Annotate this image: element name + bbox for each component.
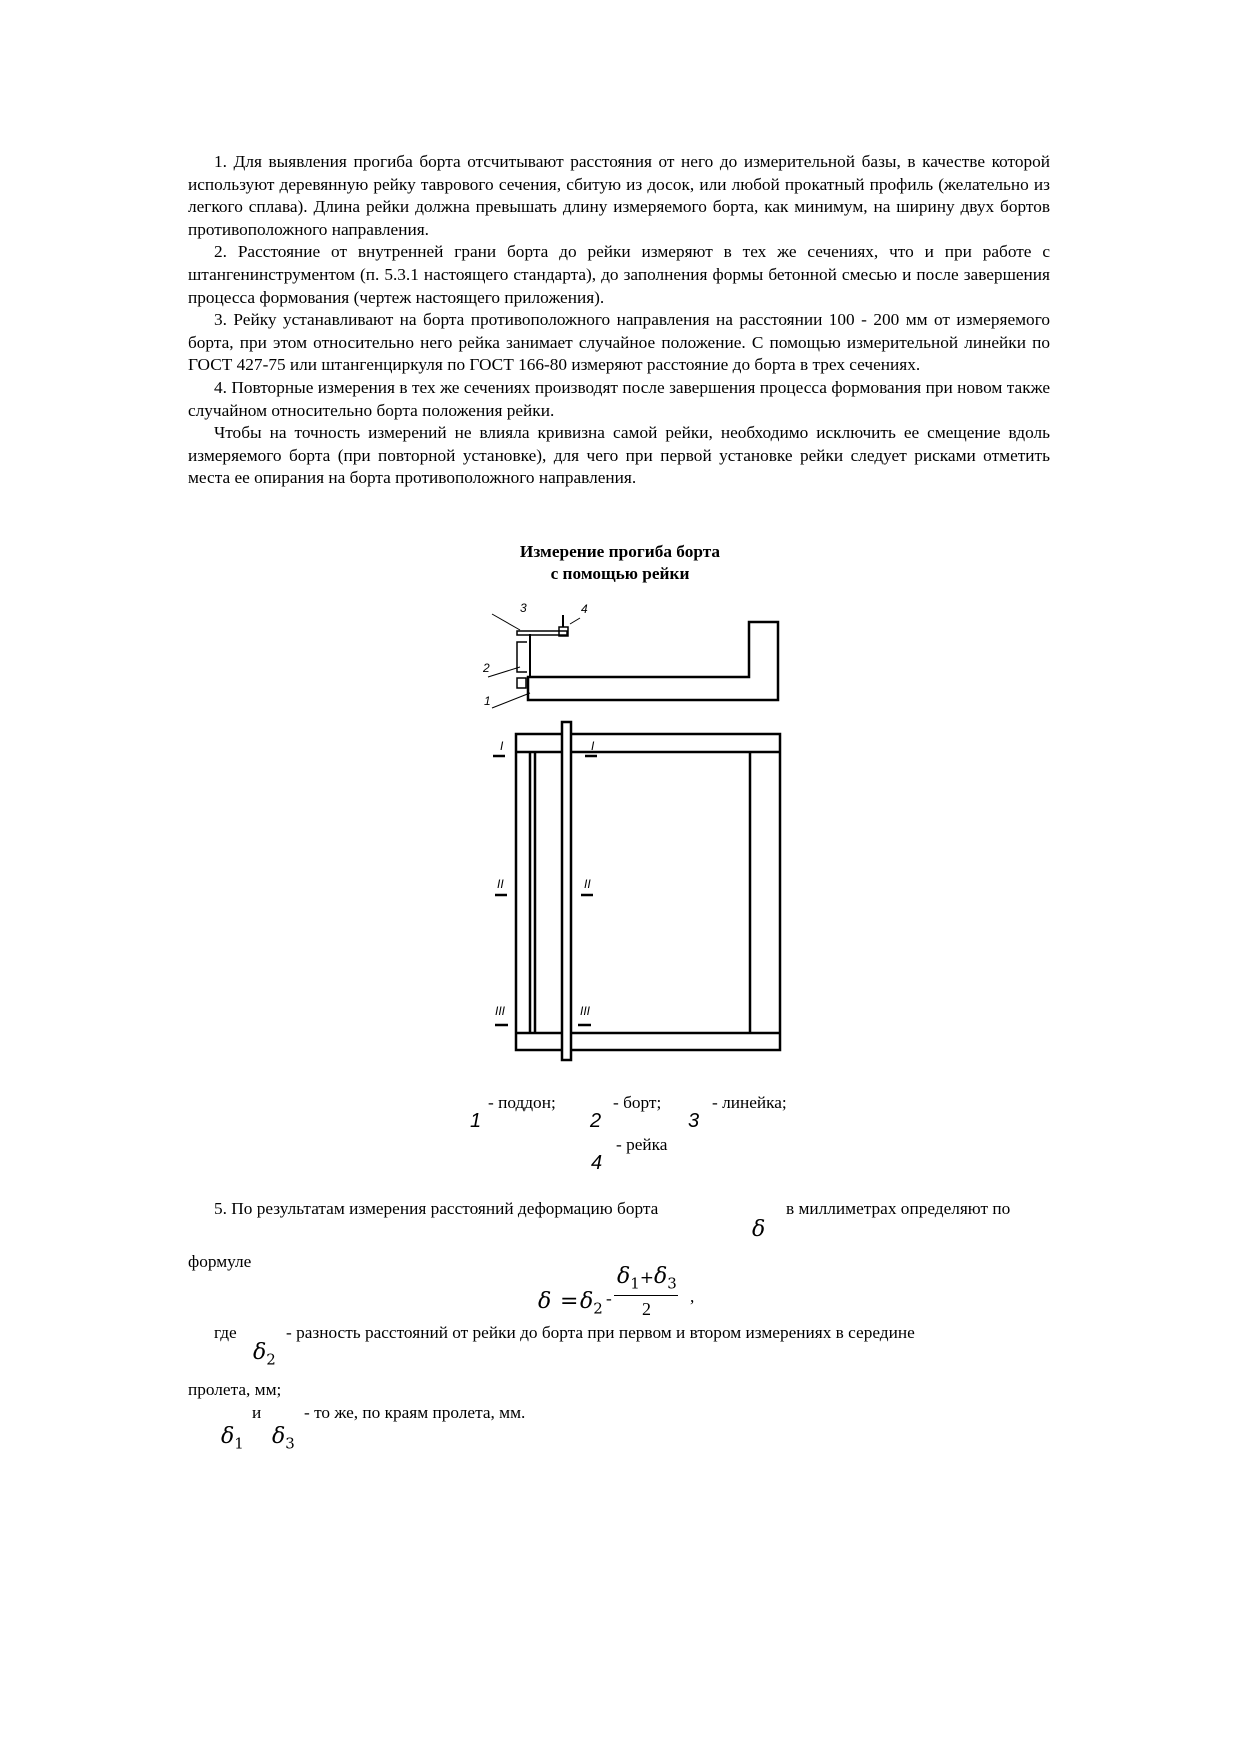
paragraph-6-line2: формуле <box>188 1252 252 1271</box>
where-text-2: - то же, по краям пролета, мм. <box>304 1403 526 1422</box>
legend-text-2: - борт; <box>613 1093 662 1112</box>
formula-denominator: 2 <box>642 1299 651 1319</box>
pallet-side-profile <box>528 622 778 700</box>
legend-text-3: - линейка; <box>712 1093 787 1112</box>
paragraph-4: 4. Повторные измерения в тех же сечениях производят после завершения процесса формования при новом также случайном относительно борта положения рейки. <box>188 377 1050 420</box>
section-I-right: I <box>591 739 595 753</box>
where-d3-sub: 3 <box>285 1434 295 1453</box>
section-III-right: III <box>580 1004 591 1018</box>
label-3: 3 <box>520 601 527 615</box>
rail <box>562 722 571 1060</box>
legend-text-1: - поддон; <box>488 1093 556 1112</box>
delta-symbol: δ <box>752 1217 766 1242</box>
where-and: и <box>252 1403 262 1422</box>
formula-minus: - <box>606 1289 612 1308</box>
legend-num-3: 3 <box>688 1110 700 1132</box>
paragraph-2: 2. Расстояние от внутренней грани борта до рейки измеряют в тех же сечениях, что и при работе с штангенинструментом (п. 5.3.1 настоящего стандарта), до заполнения формы бетонной смесью и после завершения процесса формования (чертеж настоящего приложения). <box>188 242 1050 307</box>
legend-num-2: 2 <box>590 1110 602 1132</box>
figure-title-line1: Измерение прогиба борта <box>519 542 721 561</box>
figure-title-line2: с помощью рейки <box>550 564 690 583</box>
formula-sub1: 1 <box>630 1274 640 1293</box>
paragraph-6-end: в миллиметрах определяют по <box>786 1199 1011 1218</box>
section-I-left: I <box>500 739 504 753</box>
legend-num-1: 1 <box>470 1110 482 1132</box>
paragraph-6-start: 5. По результатам измерения расстояний деформацию борта <box>214 1199 659 1218</box>
paragraph-3: 3. Рейку устанавливают на борта противоположного направления на расстоянии 100 - 200 мм от измеряемого борта, при этом относительно него рейка занимает случайное положение. С помощью измерительной линейки по ГОСТ 427-75 или штангенциркуля по ГОСТ 166-80 измеряют расстояние до борта в трех сечениях. <box>188 310 1050 375</box>
section-III-left: III <box>495 1004 506 1018</box>
section-II-right: II <box>584 877 591 891</box>
formula-comma: , <box>690 1287 695 1306</box>
paragraph-1: 1. Для выявления прогиба борта отсчитывают расстояния от него до измерительной базы, в качестве которой используют деревянную рейку таврового сечения, сбитую из досок, или любой прокатный профиль (желательно из легкого сплава). Длина рейки должна превышать длину измеряемого борта, как минимум, на ширину двух бортов противоположного направления. <box>188 152 1050 239</box>
body-text <box>188 151 1050 490</box>
label-4: 4 <box>581 602 588 616</box>
where-text-1: - разность расстояний от рейки до борта при первом и втором измерениях в середине <box>286 1323 915 1342</box>
formula-sub3: 3 <box>667 1274 677 1293</box>
formula-d2: δ <box>580 1289 594 1314</box>
side-view <box>488 614 778 708</box>
legend-num-4: 4 <box>591 1152 603 1174</box>
formula-plus: + <box>639 1268 655 1288</box>
fraction-bar <box>614 1295 678 1296</box>
figure-title <box>0 541 1240 585</box>
where-d2-sub: 2 <box>266 1350 276 1369</box>
label-2: 2 <box>483 661 490 675</box>
deflection-diagram <box>480 590 810 1070</box>
pallet-frame <box>516 734 780 1050</box>
where-d1: δ <box>221 1424 235 1449</box>
where-d2: δ <box>253 1340 267 1365</box>
section-II-left: II <box>497 877 504 891</box>
where-d1-sub: 1 <box>234 1434 244 1453</box>
plan-view <box>516 722 780 1060</box>
formula-d1: δ <box>617 1264 631 1289</box>
label-1: 1 <box>484 694 491 708</box>
formula-equals: = <box>560 1289 579 1314</box>
legend-text-4: - рейка <box>616 1135 668 1154</box>
paragraph-5: Чтобы на точность измерений не влияла кривизна самой рейки, необходимо исключить ее смещение вдоль измеряемого борта (при повторной установке), для чего при первой установке рейки следует рисками отметить места ее опирания на борта противоположного направления. <box>188 423 1050 488</box>
formula-sub2: 2 <box>593 1299 603 1318</box>
where-text-1b: пролета, мм; <box>188 1380 282 1399</box>
formula-d3: δ <box>654 1264 668 1289</box>
where-label: где <box>214 1323 237 1342</box>
where-d3: δ <box>272 1424 286 1449</box>
formula-lhs: δ <box>538 1289 552 1314</box>
